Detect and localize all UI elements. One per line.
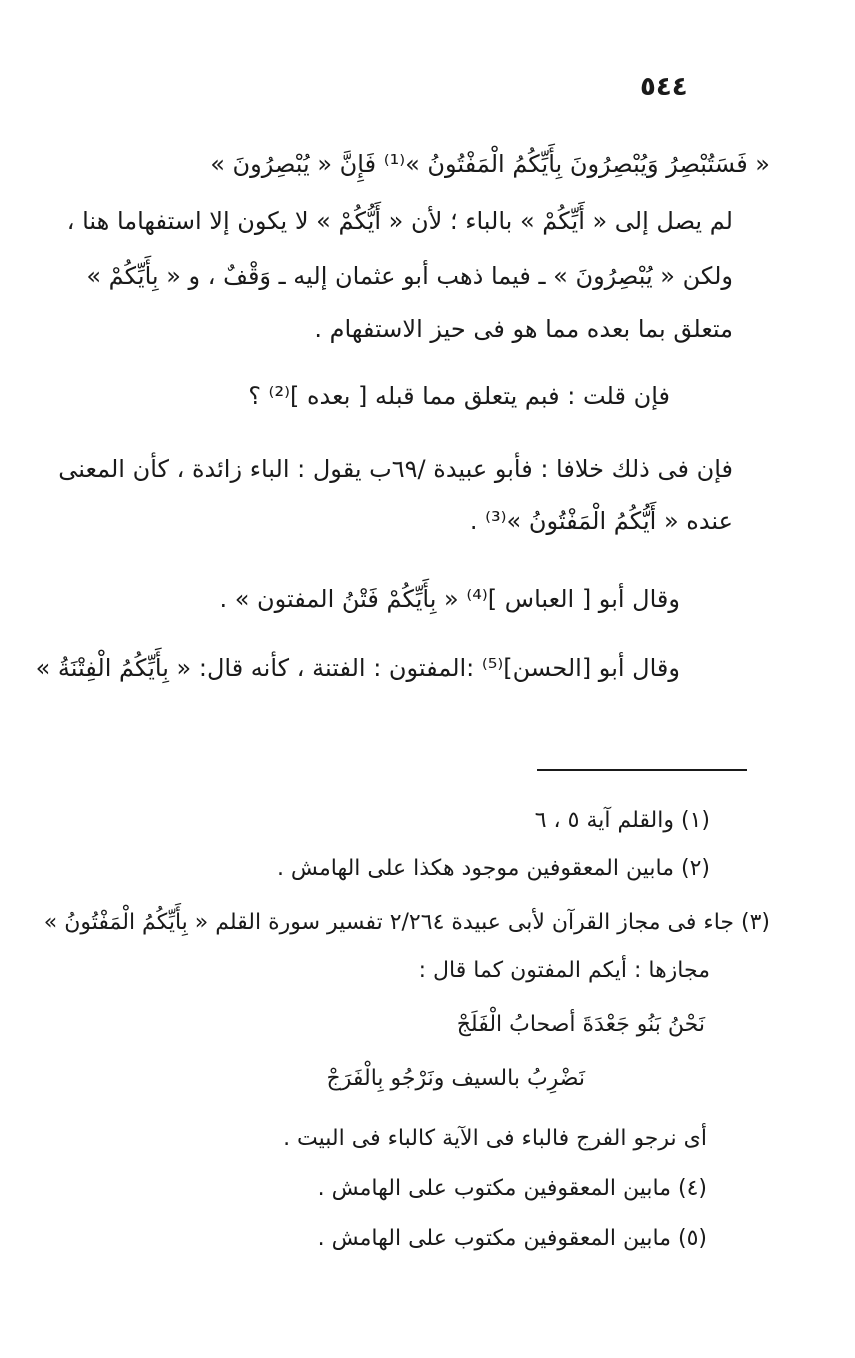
body-line: فإن قلت : فبم يتعلق مما قبله [ بعده ]⁽²⁾ ؟ bbox=[248, 382, 670, 410]
footnote-line: (٢) مابين المعقوفين موجود هكذا على الهامش . bbox=[276, 856, 710, 881]
body-line: لم يصل إلى « أَيِّكُمْ » بالباء ؛ لأن « أَيُّكُمْ » لا يكون إلا استفهاما هنا ، bbox=[66, 207, 733, 235]
footnote-line: (٥) مابين المعقوفين مكتوب على الهامش . bbox=[317, 1226, 707, 1251]
footnote-line: مجازها : أيكم المفتون كما قال : bbox=[418, 958, 710, 983]
footnote-line: (٣) جاء فى مجاز القرآن لأبى عبيدة ٢/٢٦٤ تفسير سورة القلم « بِأَيِّكُمُ الْمَفْتُونُ » bbox=[43, 910, 770, 935]
body-line: وقال أبو [ العباس ]⁽⁴⁾ « بِأَيِّكُمْ فَتْنُ المفتون » . bbox=[219, 585, 680, 613]
footnote-line: أى نرجو الفرج فالباء فى الآية كالباء فى البيت . bbox=[283, 1126, 707, 1151]
footnote-line: (٤) مابين المعقوفين مكتوب على الهامش . bbox=[317, 1176, 707, 1201]
verse-line: نَحْنُ بَنُو جَعْدَةَ أصحابُ الْفَلَجْ bbox=[456, 1012, 705, 1037]
footnote-separator bbox=[537, 769, 747, 771]
body-line: عنده « أَيُّكُمُ الْمَفْتُونُ »⁽³⁾ . bbox=[469, 507, 733, 535]
body-line: متعلق بما بعده مما هو فى حيز الاستفهام . bbox=[314, 315, 733, 343]
verse-line: نَضْرِبُ بالسيف ونَرْجُو بِالْفَرَجْ bbox=[326, 1066, 585, 1091]
body-line: « فَسَتُبْصِرُ وَيُبْصِرُونَ بِأَيِّكُمُ الْمَفْتُونُ »⁽¹⁾ فَإِنَّ « يُبْصِرُونَ » bbox=[210, 150, 770, 178]
body-line: ولكن « يُبْصِرُونَ » ـ فيما ذهب أبو عثمان إليه ـ وَقْفٌ ، و « بِأَيِّكُمْ » bbox=[86, 262, 733, 290]
footnote-line: (١) والقلم آية ٥ ، ٦ bbox=[534, 808, 710, 833]
page-number: ٥٤٤ bbox=[640, 72, 688, 102]
body-line: وقال أبو [الحسن]⁽⁵⁾ :المفتون : الفتنة ، كأنه قال: « بِأَيِّكُمُ الْفِتْنَةُ » bbox=[35, 654, 680, 682]
body-line: فإن فى ذلك خلافا : فأبو عبيدة /٦٩ب يقول : الباء زائدة ، كأن المعنى bbox=[58, 455, 733, 483]
